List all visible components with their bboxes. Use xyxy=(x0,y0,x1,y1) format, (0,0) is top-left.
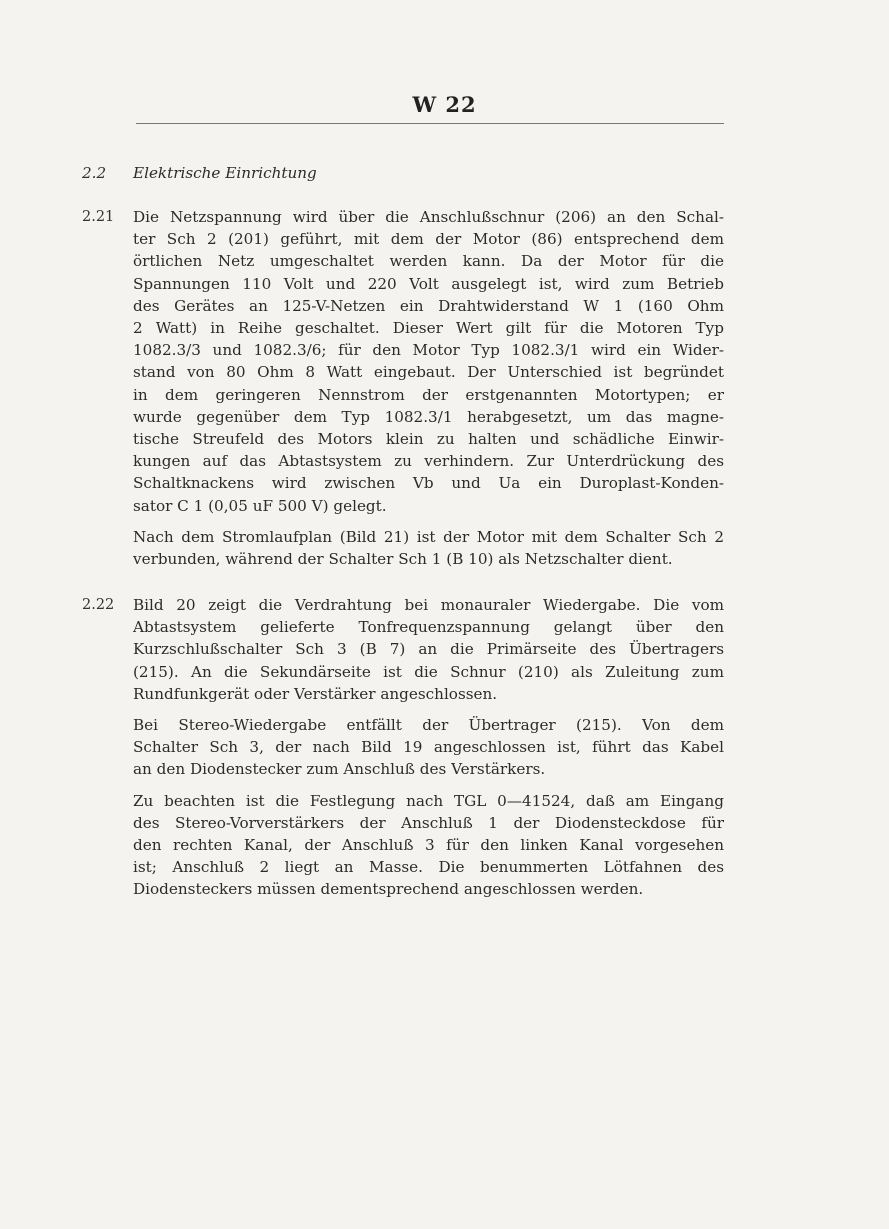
text-line: wurde gegenüber dem Typ 1082.3/1 herabgesetzt, um das magne- xyxy=(133,407,724,426)
text-line: stand von 80 Ohm 8 Watt eingebaut. Der Unterschied ist begründet xyxy=(133,363,724,382)
section-number: 2.2 xyxy=(82,164,107,182)
text-line: Die Netzspannung wird über die Anschlußschnur (206) an den Schal- xyxy=(133,208,724,226)
text-line: Kurzschlußschalter Sch 3 (B 7) an die Primärseite des Übertragers xyxy=(133,640,724,659)
text-line: in dem geringeren Nennstrom der erstgenannten Motortypen; er xyxy=(133,385,724,404)
text-line: 2 Watt) in Reihe geschaltet. Dieser Wert gilt für die Motoren Typ xyxy=(133,319,724,338)
paragraph xyxy=(133,594,724,705)
text-line: Bild 20 zeigt die Verdrahtung bei monauraler Wiedergabe. Die vom xyxy=(133,596,724,614)
text-line: verbunden, während der Schalter Sch 1 (B 10) als Netzschalter dient. xyxy=(133,550,673,569)
text-line: tische Streufeld des Motors klein zu halten und schädliche Einwir- xyxy=(133,430,724,449)
text-line: des Gerätes an 125-V-Netzen ein Drahtwiderstand W 1 (160 Ohm xyxy=(133,296,724,315)
paragraph xyxy=(133,526,724,570)
text-line: an den Diodenstecker zum Anschluß des Verstärkers. xyxy=(133,760,546,779)
section-title: Elektrische Einrichtung xyxy=(133,164,317,182)
header-divider xyxy=(136,123,724,124)
text-line: Schalter Sch 3, der nach Bild 19 angeschlossen ist, führt das Kabel xyxy=(133,738,724,757)
text-line: Nach dem Stromlaufplan (Bild 21) ist der Motor mit dem Schalter Sch 2 xyxy=(133,527,724,546)
section-number: 2.21 xyxy=(82,209,115,225)
text-line: sator C 1 (0,05 uF 500 V) gelegt. xyxy=(133,496,387,515)
paragraph xyxy=(133,206,724,517)
text-line: den rechten Kanal, der Anschluß 3 für den linken Kanal vorgesehen xyxy=(133,836,724,855)
text-line: 1082.3/3 und 1082.3/6; für den Motor Typ 1082.3/1 wird ein Wider- xyxy=(133,341,724,360)
text-line: (215). An die Sekundärseite ist die Schnur (210) als Zuleitung zum xyxy=(133,662,724,681)
paragraph xyxy=(133,790,724,901)
text-line: Diodensteckers müssen dementsprechend angeschlossen werden. xyxy=(133,880,644,899)
text-line: ist; Anschluß 2 liegt an Masse. Die benummerten Lötfahnen des xyxy=(133,858,724,877)
paragraph xyxy=(133,714,724,781)
text-line: Bei Stereo-Wiedergabe entfällt der Übertrager (215). Von dem xyxy=(133,716,724,735)
text-line: ter Sch 2 (201) geführt, mit dem der Motor (86) entsprechend dem xyxy=(133,230,724,249)
text-line: des Stereo-Vorverstärkers der Anschluß 1 der Diodensteckdose für xyxy=(133,813,724,832)
text-line: Abtastsystem gelieferte Tonfrequenzspannung gelangt über den xyxy=(133,618,724,637)
text-line: Zu beachten ist die Festlegung nach TGL 0—41524, daß am Eingang xyxy=(133,791,724,810)
text-line: Rundfunkgerät oder Verstärker angeschlossen. xyxy=(133,684,498,703)
text-line: Schaltknackens wird zwischen Vb und Ua ein Duroplast-Konden- xyxy=(133,474,724,493)
section-number: 2.22 xyxy=(82,597,115,613)
text-line: Spannungen 110 Volt und 220 Volt ausgelegt ist, wird zum Betrieb xyxy=(133,274,724,293)
page-title: W 22 xyxy=(412,92,477,117)
text-line: kungen auf das Abtastsystem zu verhindern. Zur Unterdrückung des xyxy=(133,452,724,471)
text-line: örtlichen Netz umgeschaltet werden kann. Da der Motor für die xyxy=(133,252,724,271)
